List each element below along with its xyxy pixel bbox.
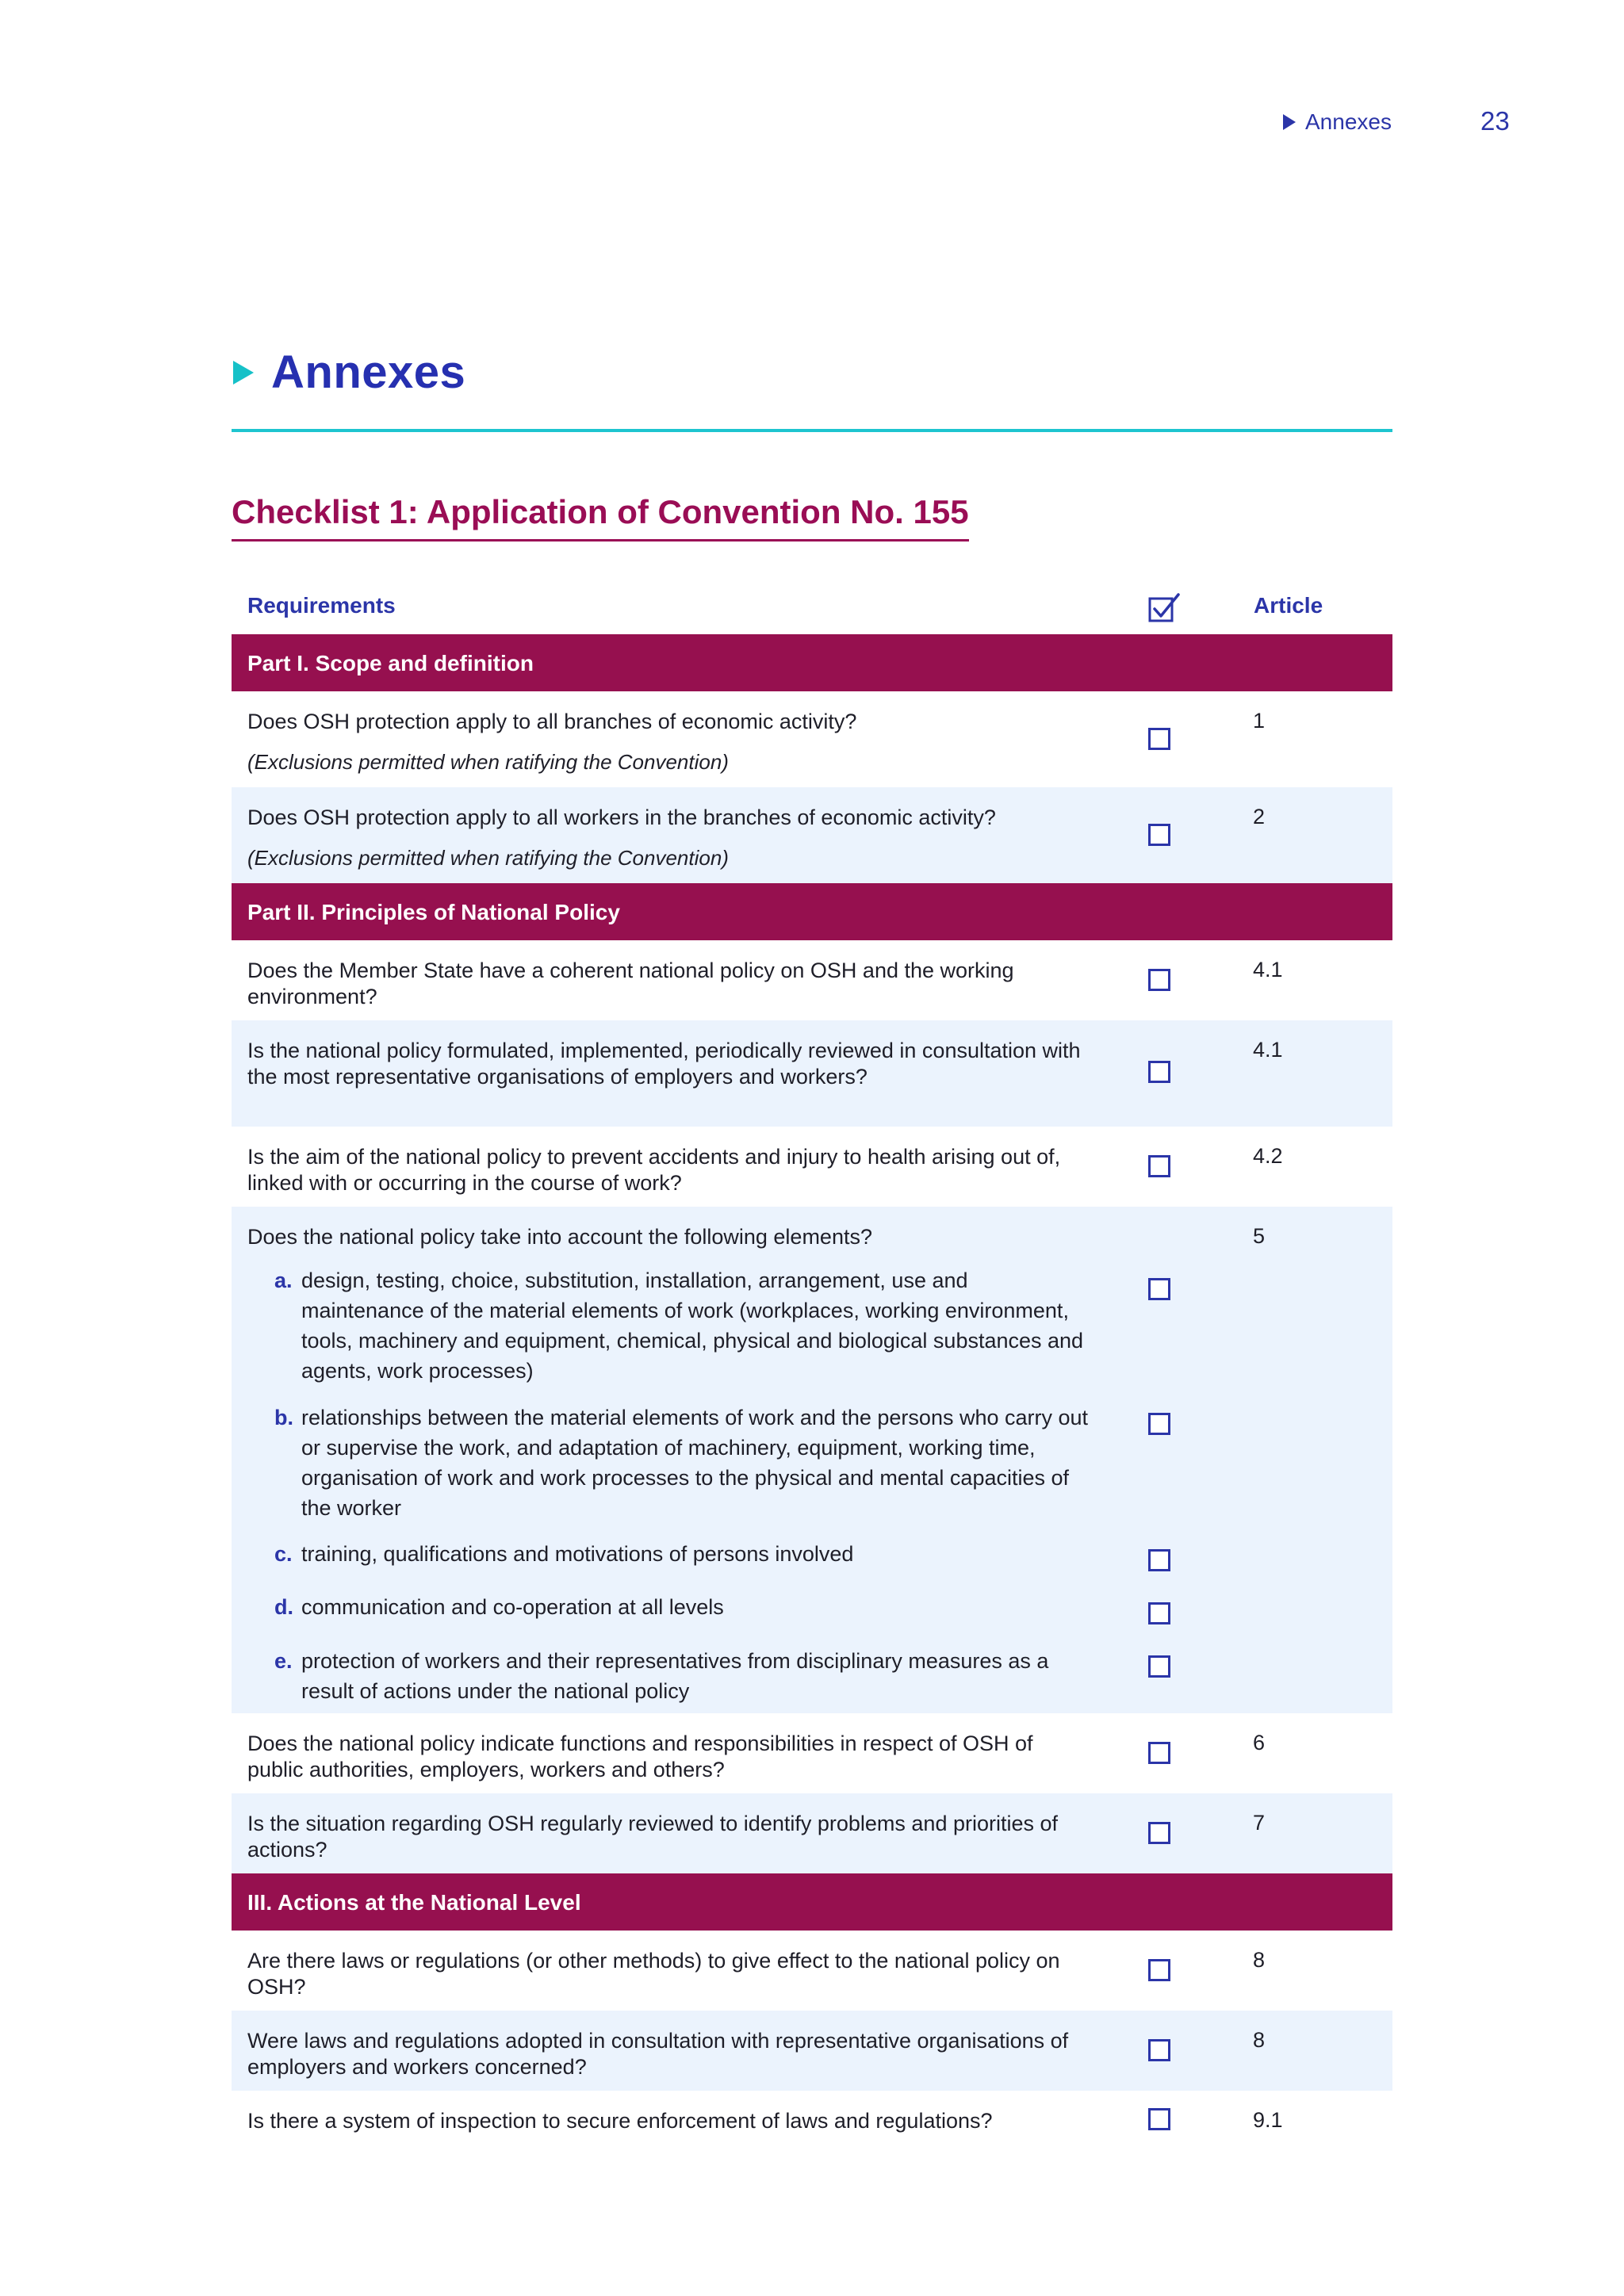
part-label: Part II. Principles of National Policy [247, 900, 620, 924]
table-row [232, 691, 1392, 787]
checkbox[interactable] [1148, 1278, 1170, 1300]
running-head [1283, 109, 1392, 135]
list-item [274, 1265, 1091, 1386]
article-number: 7 [1253, 1811, 1266, 1835]
table-row [232, 2091, 1392, 2154]
table-row [232, 1207, 1392, 1713]
question-text: Is the aim of the national policy to prevent accidents and injury to health arising out of, linked with or occurring in the course of work? [247, 1145, 1061, 1195]
item-letter: b. [274, 1406, 293, 1429]
checkbox[interactable] [1148, 1061, 1170, 1083]
item-text: relationships between the material elements of work and the persons who carry out or supervise the work, and adaptation of machinery, equipment, working time, organisation of work and work processes to the physical and mental capacities of the worker [301, 1406, 1089, 1520]
checkbox[interactable] [1148, 824, 1170, 846]
item-text: protection of workers and their representatives from disciplinary measures as a result of actions under the national policy [301, 1649, 1049, 1703]
question-note: (Exclusions permitted when ratifying the Convention) [247, 846, 729, 870]
article-number: 8 [1253, 1948, 1266, 1972]
checkbox[interactable] [1148, 1742, 1170, 1764]
list-item [274, 1646, 1091, 1706]
table-row [232, 1793, 1392, 1873]
checkbox[interactable] [1148, 1155, 1170, 1177]
checkbox[interactable] [1148, 1413, 1170, 1435]
triangle-bullet-icon [233, 361, 254, 385]
article-number: 2 [1253, 805, 1266, 828]
article-number: 1 [1253, 709, 1266, 733]
part-label: III. Actions at the National Level [247, 1890, 581, 1915]
checkbox[interactable] [1148, 1655, 1170, 1678]
part-label: Part I. Scope and definition [247, 651, 534, 675]
checkbox[interactable] [1148, 969, 1170, 991]
list-item [274, 1592, 1091, 1622]
question-note: (Exclusions permitted when ratifying the Convention) [247, 750, 729, 774]
table-header [232, 577, 1392, 634]
table-row [232, 940, 1392, 1020]
checkbox[interactable] [1148, 1959, 1170, 1981]
part-band [232, 1873, 1392, 1931]
question-text: Does the national policy take into account the following elements? [247, 1225, 872, 1249]
question-text: Are there laws or regulations (or other methods) to give effect to the national policy on OSH? [247, 1949, 1060, 1999]
table-row [232, 1127, 1392, 1207]
question-text: Is the situation regarding OSH regularly reviewed to identify problems and priorities of actions? [247, 1812, 1059, 1862]
page-number: 23 [1480, 106, 1510, 136]
question-text: Does the Member State have a coherent national policy on OSH and the working environment? [247, 959, 1014, 1008]
column-header-requirements: Requirements [247, 593, 396, 618]
question-text: Is there a system of inspection to secure enforcement of laws and regulations? [247, 2109, 993, 2133]
question-text: Were laws and regulations adopted in consultation with representative organisations of employers and workers concerned? [247, 2029, 1069, 2079]
item-letter: d. [274, 1595, 293, 1619]
table-row [232, 1713, 1392, 1793]
table-row [232, 1931, 1392, 2011]
checkbox[interactable] [1148, 1549, 1170, 1571]
table-row [232, 1020, 1392, 1127]
item-letter: c. [274, 1542, 293, 1566]
checkbox[interactable] [1148, 2039, 1170, 2061]
checkbox[interactable] [1148, 1602, 1170, 1624]
table-row [232, 787, 1392, 883]
item-text: training, qualifications and motivations of persons involved [301, 1542, 854, 1566]
column-header-article: Article [1254, 593, 1323, 618]
article-number: 5 [1253, 1224, 1266, 1248]
running-head-label: Annexes [1305, 109, 1392, 134]
checkbox[interactable] [1148, 1822, 1170, 1844]
part-band [232, 634, 1392, 691]
item-text: design, testing, choice, substitution, installation, arrangement, use and maintenance of the material elements of work (workplaces, working environment, tools, machinery and equipment, chemical, physical and biological substances and agents, work processes) [301, 1269, 1084, 1383]
item-letter: e. [274, 1649, 293, 1673]
question-text: Does OSH protection apply to all workers in the branches of economic activity? [247, 806, 996, 829]
checkmark-box-icon [1147, 591, 1181, 623]
checklist-title: Checklist 1: Application of Convention No. 155 [232, 493, 969, 541]
list-item [274, 1402, 1091, 1523]
table-row [232, 2011, 1392, 2091]
item-letter: a. [274, 1269, 293, 1292]
article-number: 4.2 [1253, 1144, 1283, 1168]
checkbox[interactable] [1148, 728, 1170, 750]
article-number: 6 [1253, 1731, 1266, 1755]
question-text: Does the national policy indicate functions and responsibilities in respect of OSH of public authorities, employers, workers and others? [247, 1732, 1033, 1781]
checkbox[interactable] [1148, 2108, 1170, 2130]
list-item [274, 1539, 1091, 1569]
section-title: Annexes [271, 346, 466, 398]
section-divider [232, 429, 1392, 432]
article-number: 9.1 [1253, 2108, 1283, 2132]
article-number: 4.1 [1253, 958, 1283, 982]
section-heading [233, 346, 465, 399]
article-number: 4.1 [1253, 1038, 1283, 1062]
question-text: Is the national policy formulated, implemented, periodically reviewed in consultation with the most representative organisations of employers and workers? [247, 1039, 1081, 1089]
article-number: 8 [1253, 2028, 1266, 2052]
question-text: Does OSH protection apply to all branches of economic activity? [247, 710, 857, 733]
item-text: communication and co-operation at all levels [301, 1595, 724, 1619]
checklist-table [232, 577, 1392, 2154]
triangle-bullet-icon [1283, 114, 1296, 130]
part-band [232, 883, 1392, 940]
